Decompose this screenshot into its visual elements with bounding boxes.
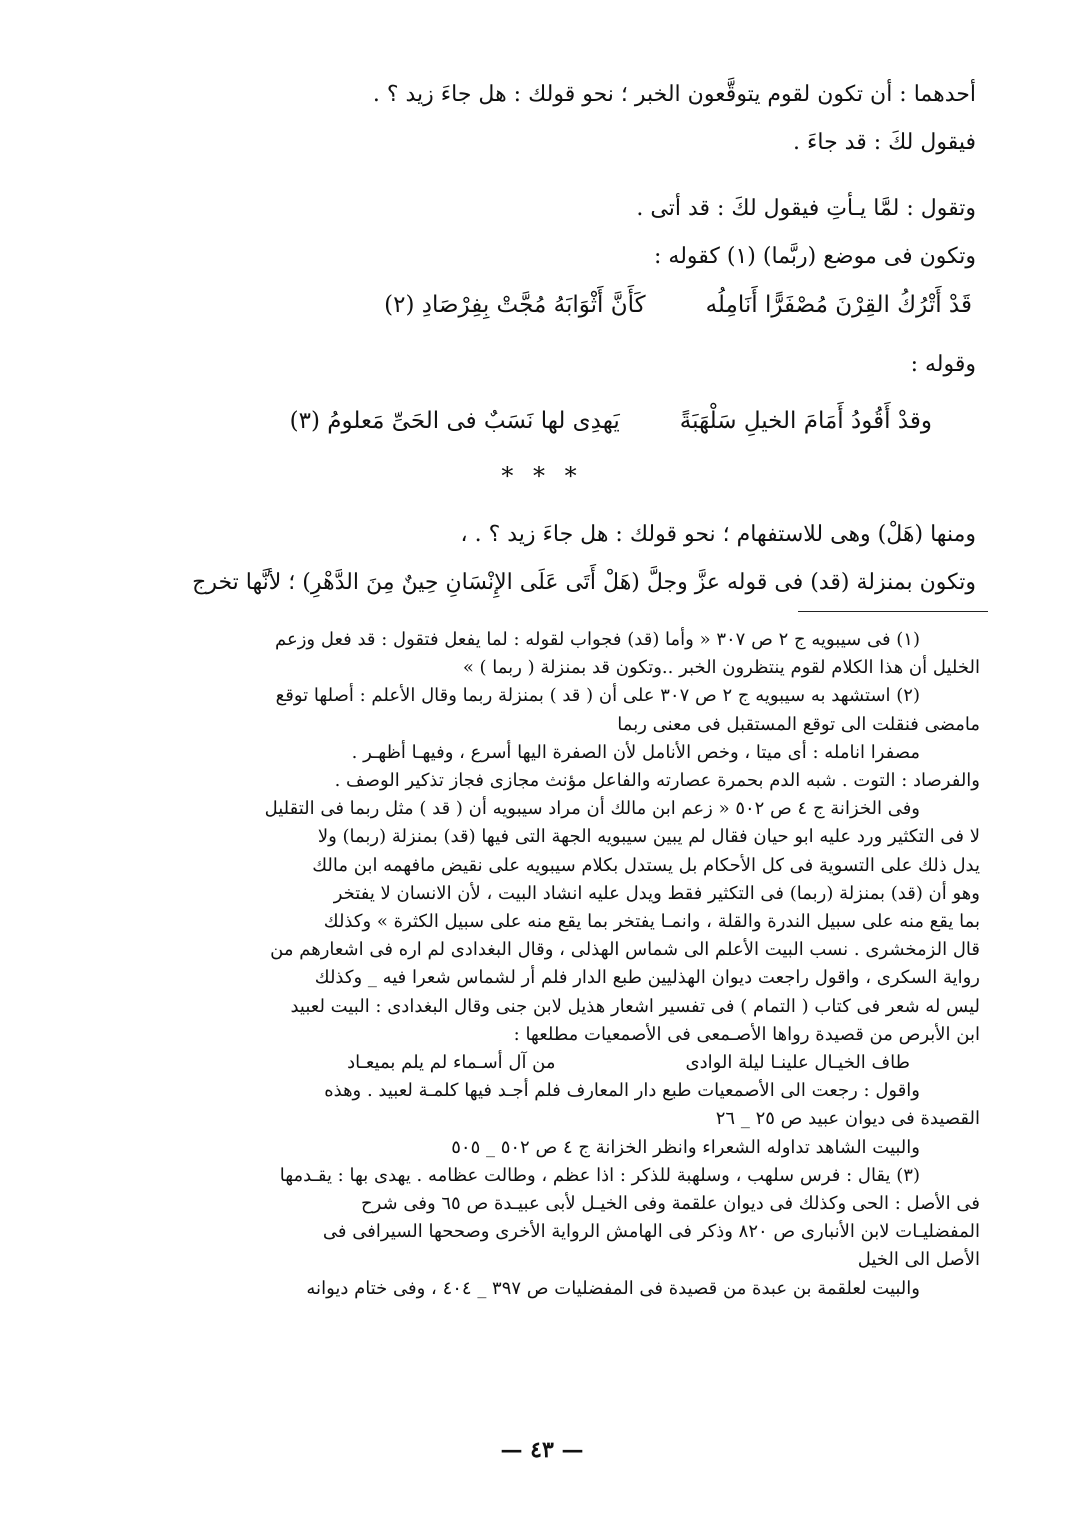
- footnote-verse-first: طاف الخيـال علينـا ليلة الوادى: [685, 1052, 910, 1074]
- verse-2-first-hemistich: وقدْ أَقُودُ أَمَامَ الخيلِ سَلْهَبَةً: [679, 408, 932, 434]
- footnote-line: رواية السكرى ، واقول راجعت ديوان الهذليين طبع الدار فلم أر لشماس شعرا فيه _ وكذلك: [314, 967, 980, 989]
- verse-1: [384, 292, 972, 318]
- footnote-line: بما يقع منه على سبيل الندرة والقلة ، وانمـا يفتخر بما يقع منه على سبيل الكثرة » وكذلك: [323, 911, 980, 933]
- footnote-line: والفرصاد : التوت . شبه الدم بحمرة عصارته والفاعل مؤنث مجازى فجاز تذكير الوصف .: [334, 770, 980, 792]
- footnote-verse-second: من آل أسـماء لم يلم بميعـاد: [347, 1052, 556, 1074]
- page-number: — ٤٣ —: [500, 1437, 584, 1463]
- footnote-line: ابن الأبرص من قصيدة رواها الأصـمعى فى الأصمعيات مطلعها :: [513, 1023, 980, 1045]
- footnote-line: فى الأصل : الحى وكذلك فى ديوان علقمة وفى الخيـل لأبى عبيـدة ص ٦٥ وفى شرح: [361, 1193, 980, 1215]
- verse-2: [290, 408, 932, 434]
- body-line-6: ومنها (هَلْ) وهى للاستفهام ؛ نحو قولك : هل جاءَ زيد ؟ . ،: [460, 522, 976, 547]
- footnote-line: المفضليـات لابن الأنبارى ص ٨٢٠ وذكر فى الهامش الرواية الأخرى وصححها السيرافى فى: [322, 1221, 980, 1243]
- footnote-verse: [148, 1049, 980, 1077]
- verse-2-second-hemistich: يَهدِى لها نَسَبٌ فى الحَىِّ مَعلومُ (٣): [289, 408, 620, 434]
- body-line-7: وتكون بمنزلة (قد) فى قوله عزَّ وجلَّ (هَلْ أَتَى عَلَى الإِنْسَانِ حِينٌ مِنَ الدَّهْرِ) ؛ لأنَّها تخرج: [192, 570, 976, 595]
- footnote-line: (١) فى سيبويه ج ٢ ص ٣٠٧ « وأما (قد) فجواب لقوله : لما يفعل فتقول : قد فعل وزعم: [275, 629, 920, 650]
- body-line-5: وقوله :: [910, 352, 976, 377]
- footnote-line: الخليل أن هذا الكلام لقوم ينتظرون الخبر ..وتكون قد بمنزلة ( ربما ) »: [462, 657, 980, 679]
- footnote-line: وهو أن (قد) بمنزلة (ربما) فى التكثير فقط ويدل عليه انشاد البيت ، لأن الانسان لا يفتخر: [333, 882, 980, 904]
- footnote-line: (٣) يقال : فرس سلهب ، وسلهبة للذكر : اذا عظم ، وطالت عظامه . يهدى بها : يقـدمها: [279, 1164, 920, 1186]
- verse-1-first-hemistich: قَدْ أَتْرُكُ القِرْنَ مُصْفَرًّا أَنَامِلُه: [705, 292, 972, 318]
- footnote-line: القصيدة فى ديوان عبيد ص ٢٥ _ ٢٦: [715, 1108, 980, 1130]
- footnote-line: ليس له شعر فى كتاب ( التمام ) فى تفسير اشعار هذيل لابن جنى وقال البغدادى : البيت لعبيد: [290, 995, 980, 1017]
- footnote-line: يدل ذلك على التسوية فى كل الأحكام بل يستدل بكلام سيبويه على نقيض مافهمه ابن مالك: [312, 854, 980, 876]
- section-divider-stars: * * *: [501, 462, 583, 490]
- footnote-line: مامضى فنقلت الى توقع المستقبل فى معنى ربما: [617, 713, 980, 735]
- footnote-line: والبيت لعلقمة بن عبدة من قصيدة فى المفضليات ص ٣٩٧ _ ٤٠٤ ، وفى ختام ديوانه: [306, 1277, 920, 1299]
- body-line-2: فيقول لكَ : قد جاءَ .: [793, 130, 976, 155]
- verse-1-second-hemistich: كَأَنَّ أَثْوَابَهُ مُجَّتْ بِفِرْصَادِ (٢): [384, 292, 646, 318]
- footnote-line: وفى الخزانة ج ٤ ص ٥٠٢ « زعم ابن مالك أن مراد سيبويه أن ( قد ) مثل ربما فى التقليل: [264, 798, 920, 820]
- footnote-line: الأصل الى الخيل: [857, 1249, 980, 1271]
- footnote-line: لا فى التكثير ورد عليه ابو حيان فقال لم يبين سيبويه الجهة التى فيها (قد) بمنزلة (ربما) ولا: [317, 826, 980, 848]
- body-line-1: أحدهما : أن تكون لقوم يتوقَّعون الخبر ؛ نحو قولك : هل جاءَ زيد ؟ .: [372, 82, 976, 107]
- body-line-4: وتكون فى موضع (ربَّما) (١) كقوله :: [654, 244, 976, 269]
- footnotes: [148, 626, 980, 1303]
- footnote-line: واقول : رجعت الى الأصمعيات طبع دار المعارف فلم أجـد فيها كلمـة لعبيد . وهذه: [324, 1080, 920, 1102]
- footnote-line: قال الزمخشرى . نسب البيت الأعلم الى شماس الهذلى ، وقال البغدادى لم اره فى اشعارهم من: [270, 939, 980, 961]
- footnote-line: مصفرا انامله : أى ميتا ، وخص الأنامل لأن الصفرة اليها أسرع ، وفيهـا أظهـر .: [351, 741, 920, 763]
- footnote-line: والبيت الشاهد تداوله الشعراء وانظر الخزانة ج ٤ ص ٥٠٢ _ ٥٠٥: [451, 1136, 920, 1158]
- footnote-line: (٢) استشهد به سيبويه ج ٢ ص ٣٠٧ على أن ( قد ) بمنزلة ربما وقال الأعلم : أصلها توقع: [275, 685, 920, 707]
- body-line-3: وتقول : لمَّا يـأتِ فيقول لكَ : قد أتى .: [636, 196, 976, 221]
- footnote-separator: [798, 611, 988, 612]
